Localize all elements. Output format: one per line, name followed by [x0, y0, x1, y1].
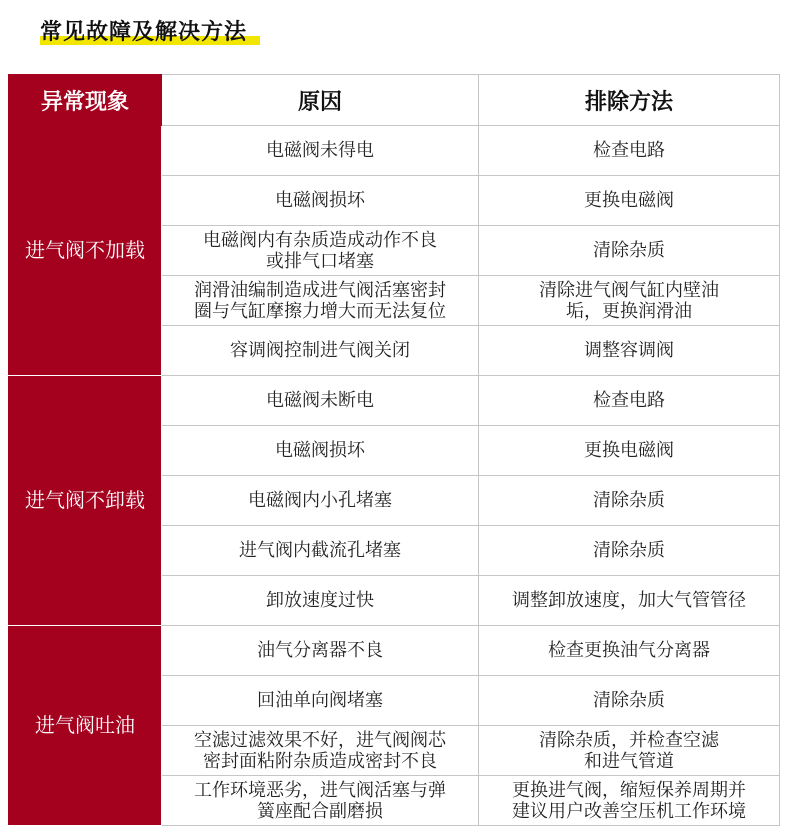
solution-cell: 清除杂质 — [479, 226, 780, 276]
cause-cell: 电磁阀未断电 — [162, 376, 479, 426]
solution-cell: 调整卸放速度，加大气管管径 — [479, 576, 780, 626]
cause-cell: 进气阀内截流孔堵塞 — [162, 526, 479, 576]
cause-cell: 电磁阀内有杂质造成动作不良 或排气口堵塞 — [162, 226, 479, 276]
cause-cell: 电磁阀未得电 — [162, 126, 479, 176]
header-cause: 原因 — [162, 75, 479, 126]
cause-cell: 容调阀控制进气阀关闭 — [162, 326, 479, 376]
header-solution: 排除方法 — [479, 75, 780, 126]
table-body — [9, 126, 780, 826]
solution-cell: 更换电磁阀 — [479, 176, 780, 226]
solution-cell: 检查电路 — [479, 376, 780, 426]
cause-cell: 电磁阀损坏 — [162, 426, 479, 476]
page-title: 常见故障及解决方法 — [40, 20, 248, 45]
cause-cell: 工作环境恶劣，进气阀活塞与弹 簧座配合副磨损 — [162, 776, 479, 826]
solution-cell: 更换电磁阀 — [479, 426, 780, 476]
cause-cell: 润滑油编制造成进气阀活塞密封 圈与气缸摩擦力增大而无法复位 — [162, 276, 479, 326]
symptom-cell: 进气阀不卸载 — [9, 376, 162, 626]
cause-cell: 电磁阀损坏 — [162, 176, 479, 226]
solution-cell: 清除杂质 — [479, 676, 780, 726]
solution-cell: 清除杂质，并检查空滤 和进气管道 — [479, 726, 780, 776]
table-row — [9, 626, 780, 676]
solution-cell: 检查电路 — [479, 126, 780, 176]
cause-cell: 空滤过滤效果不好，进气阀阀芯 密封面粘附杂质造成密封不良 — [162, 726, 479, 776]
cause-cell: 电磁阀内小孔堵塞 — [162, 476, 479, 526]
solution-cell: 清除杂质 — [479, 476, 780, 526]
table-row — [9, 376, 780, 426]
header-symptom: 异常现象 — [9, 75, 162, 126]
cause-cell: 油气分离器不良 — [162, 626, 479, 676]
table-header-row — [9, 75, 780, 126]
section-title — [40, 14, 247, 54]
table-row — [9, 126, 780, 176]
solution-cell: 清除杂质 — [479, 526, 780, 576]
symptom-cell: 进气阀不加载 — [9, 126, 162, 376]
solution-cell: 更换进气阀，缩短保养周期并 建议用户改善空压机工作环境 — [479, 776, 780, 826]
symptom-cell: 进气阀吐油 — [9, 626, 162, 826]
solution-cell: 清除进气阀气缸内壁油 垢，更换润滑油 — [479, 276, 780, 326]
cause-cell: 卸放速度过快 — [162, 576, 479, 626]
cause-cell: 回油单向阀堵塞 — [162, 676, 479, 726]
solution-cell: 调整容调阀 — [479, 326, 780, 376]
solution-cell: 检查更换油气分离器 — [479, 626, 780, 676]
fault-table — [8, 74, 780, 826]
